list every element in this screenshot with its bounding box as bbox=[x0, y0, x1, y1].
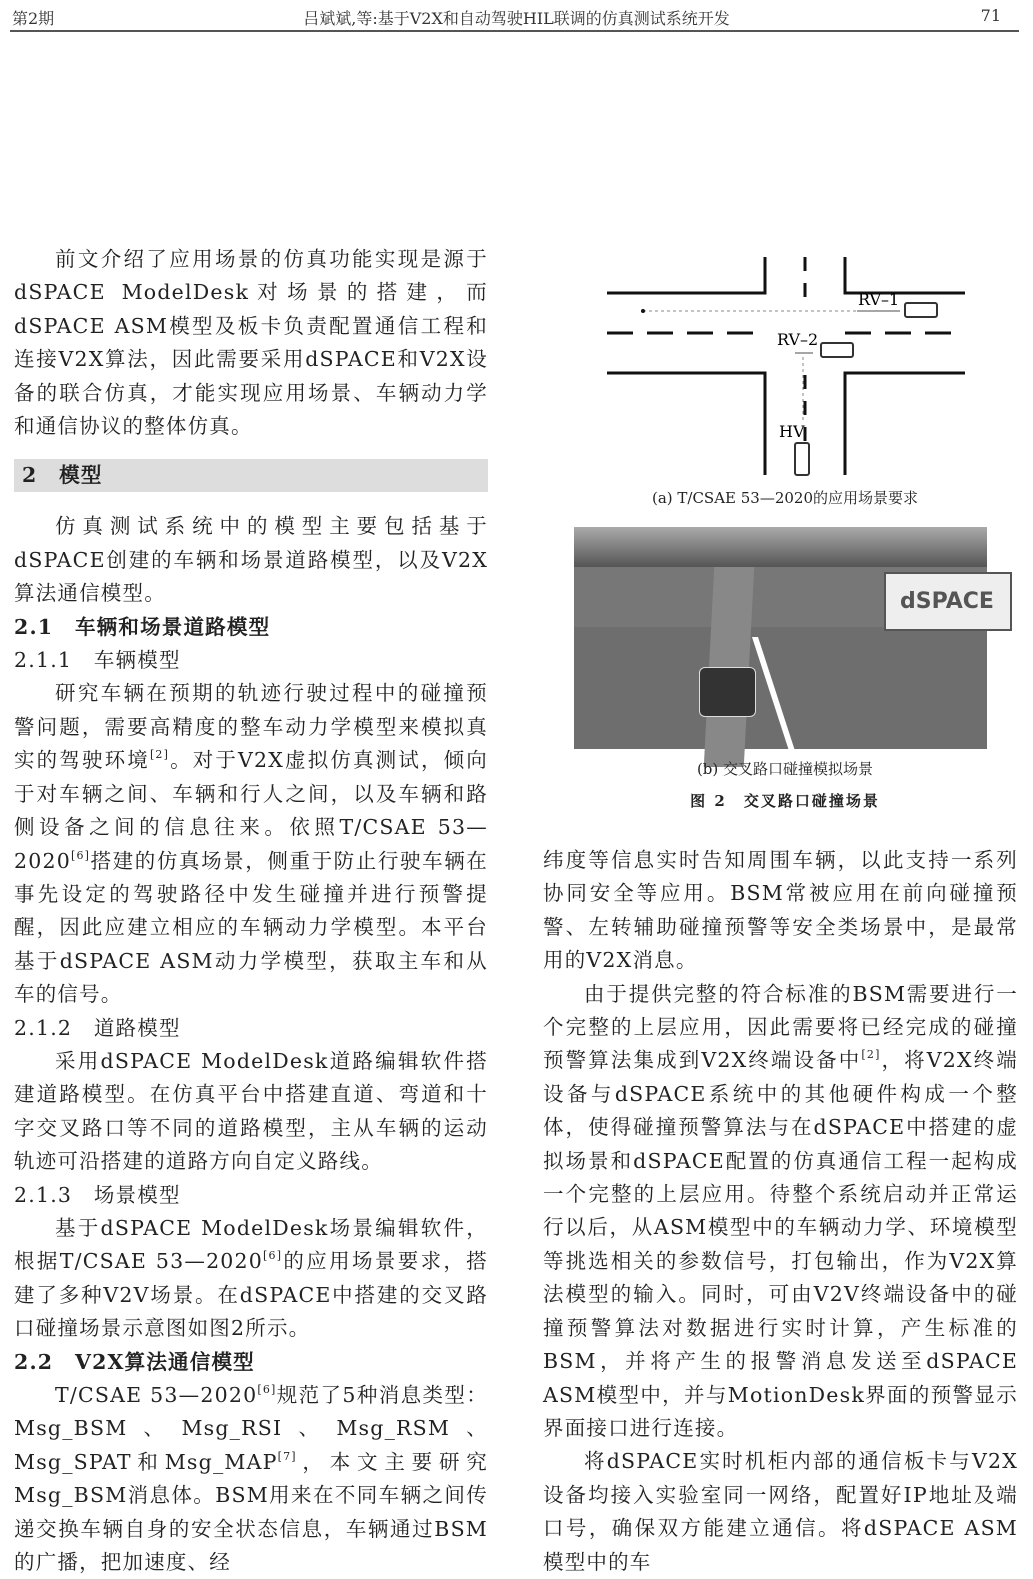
issue-number: 第2期 bbox=[12, 9, 55, 28]
text-run: 2.2 V2X算法通信模型 bbox=[14, 1349, 255, 1374]
section-heading bbox=[14, 459, 488, 492]
section-heading bbox=[14, 1012, 488, 1045]
paragraph-continued bbox=[543, 844, 1018, 978]
simulation-scene-image bbox=[574, 527, 994, 749]
text-run: 基于dSPACE ModelDesk场景编辑软件，根据T/CSAE 53—2020 bbox=[14, 1215, 488, 1274]
running-title: 吕斌斌,等:基于V2X和自动驾驶HIL联调的仿真测试系统开发 bbox=[303, 9, 730, 28]
text-run: 的应用场景要求，搭建了多种V2V场景。在dSPACE中搭建的交叉路口碰撞场景示意图如图2所示。 bbox=[14, 1249, 488, 1341]
truck: dSPACE bbox=[884, 572, 1012, 631]
section-heading bbox=[14, 611, 488, 644]
host-vehicle bbox=[699, 667, 756, 717]
paragraph bbox=[543, 1445, 1018, 1579]
text-run: 2 模型 bbox=[22, 463, 103, 488]
citation: [7] bbox=[277, 1449, 297, 1463]
text-run: 纬度等信息实时告知周围车辆，以此支持一系列协同安全等应用。BSM常被应用在前向碰撞预警、左转辅助碰撞预警等安全类场景中，是最常用的V2X消息。 bbox=[543, 848, 1018, 973]
text-run: 仿真测试系统中的模型主要包括基于dSPACE创建的车辆和场景道路模型，以及V2X算法通信模型。 bbox=[14, 514, 488, 606]
section-heading bbox=[14, 1179, 488, 1212]
citation: [2] bbox=[861, 1048, 881, 1062]
rv2-label: RV–2 bbox=[777, 330, 819, 349]
text-run: 搭建的仿真场景，侧重于防止行驶车辆在事先设定的驾驶路径中发生碰撞并进行预警提醒，因此应建立相应的车辆动力学模型。本平台基于dSPACE ASM动力学模型，获取主车和从车的信号。 bbox=[14, 848, 488, 1007]
text-run: 2.1.1 车辆模型 bbox=[14, 648, 181, 673]
rv1-car-icon bbox=[905, 303, 937, 317]
text-run: 研究车辆在预期的轨迹行驶过程中的碰撞预警问题，需要高精度的整车动力学模型来模拟真实的驾驶环境 bbox=[14, 681, 488, 773]
caption-a: (a) T/CSAE 53—2020的应用场景要求 bbox=[651, 489, 919, 507]
paragraph bbox=[14, 1045, 488, 1179]
text-run: 由于提供完整的符合标准的BSM需要进行一个完整的上层应用，因此需要将已经完成的碰撞预警算法集成到V2X终端设备中 bbox=[543, 981, 1018, 1073]
citation: [2] bbox=[149, 748, 170, 762]
left-column bbox=[14, 243, 488, 1579]
text-run: 采用dSPACE ModelDesk道路编辑软件搭建道路模型。在仿真平台中搭建直道、弯道和十字交叉路口等不同的道路模型，主从车辆的运动轨迹可沿搭建的道路方向自定义路线。 bbox=[14, 1048, 488, 1174]
paragraph bbox=[14, 677, 488, 1011]
paragraph bbox=[543, 978, 1018, 1446]
paragraph bbox=[14, 1212, 488, 1346]
text-run: 前文介绍了应用场景的仿真功能实现是源于dSPACE ModelDesk对场景的搭建，而dSPACE ASM模型及板卡负责配置通信工程和连接V2X算法，因此需要采用dSPACE和V2X设备的联合仿真，才能实现应用场景、车辆动力学和通信协议的整体仿真。 bbox=[14, 247, 488, 439]
text-run: ，本文主要研究Msg_BSM消息体。BSM用来在不同车辆之间传递交换车辆自身的安全状态信息，车辆通过BSM的广播，把加速度、经 bbox=[14, 1449, 488, 1575]
text-run: 2.1 车辆和场景道路模型 bbox=[14, 614, 271, 639]
paragraph bbox=[14, 510, 488, 610]
rv2-car-icon bbox=[821, 343, 853, 357]
text-run: 将dSPACE实时机柜内部的通信板卡与V2X设备均接入实验室同一网络，配置好IP地址及端口号，确保双方能建立通信。将dSPACE ASM模型中的车 bbox=[543, 1449, 1018, 1574]
section-heading bbox=[14, 1346, 488, 1379]
text-run: 2.1.2 道路模型 bbox=[14, 1015, 181, 1040]
citation: [6] bbox=[257, 1383, 277, 1396]
text-run: T/CSAE 53—2020 bbox=[55, 1383, 258, 1407]
paragraph bbox=[14, 1379, 488, 1579]
page-number: 71 bbox=[980, 6, 1001, 25]
citation: [6] bbox=[263, 1249, 283, 1263]
text-run: 。对于V2X虚拟仿真测试，倾向于对车辆之间、车辆和行人之间，以及车辆和路侧设备之间的信息往来。依照T/CSAE 53—2020 bbox=[14, 748, 488, 873]
right-column bbox=[543, 844, 1018, 1579]
paragraph bbox=[14, 243, 488, 443]
treeline bbox=[574, 527, 987, 567]
figure-caption: 图 2 交叉路口碰撞场景 bbox=[690, 792, 880, 810]
text-run: 2.1.3 场景模型 bbox=[14, 1182, 181, 1207]
caption-b: (b) 交叉路口碰撞模拟场景 bbox=[696, 760, 874, 778]
text-run: 规范了5种消息类型：Msg_BSM、Msg_RSI、Msg_RSM、Msg_SPAT和Msg_MAP bbox=[14, 1383, 488, 1474]
hv-car-icon bbox=[795, 443, 809, 475]
citation: [6] bbox=[70, 848, 91, 862]
rv1-label: RV–1 bbox=[858, 290, 900, 309]
header-rule bbox=[10, 30, 1019, 32]
hv-label: HV bbox=[779, 422, 805, 441]
text-run: ，将V2X终端设备与dSPACE系统中的其他硬件构成一个整体，使得碰撞预警算法与在dSPACE中搭建的虚拟场景和dSPACE配置的仿真通信工程一起构成一个完整的上层应用。待整个系统启动并正常运行以后，从ASM模型中的车辆动力学、环境模型等挑选相关的参数信号，打包输出，作为V2X算法模型的输入。同时，可由V2V终端设备中的碰撞预警算法对数据进行实时计算，产生标准的BSM，并将产生的报警消息发送至dSPACE ASM模型中，并与MotionDesk界面的预警显示界面接口进行连接。 bbox=[543, 1048, 1018, 1440]
section-heading bbox=[14, 644, 488, 677]
intersection-diagram bbox=[595, 245, 965, 475]
